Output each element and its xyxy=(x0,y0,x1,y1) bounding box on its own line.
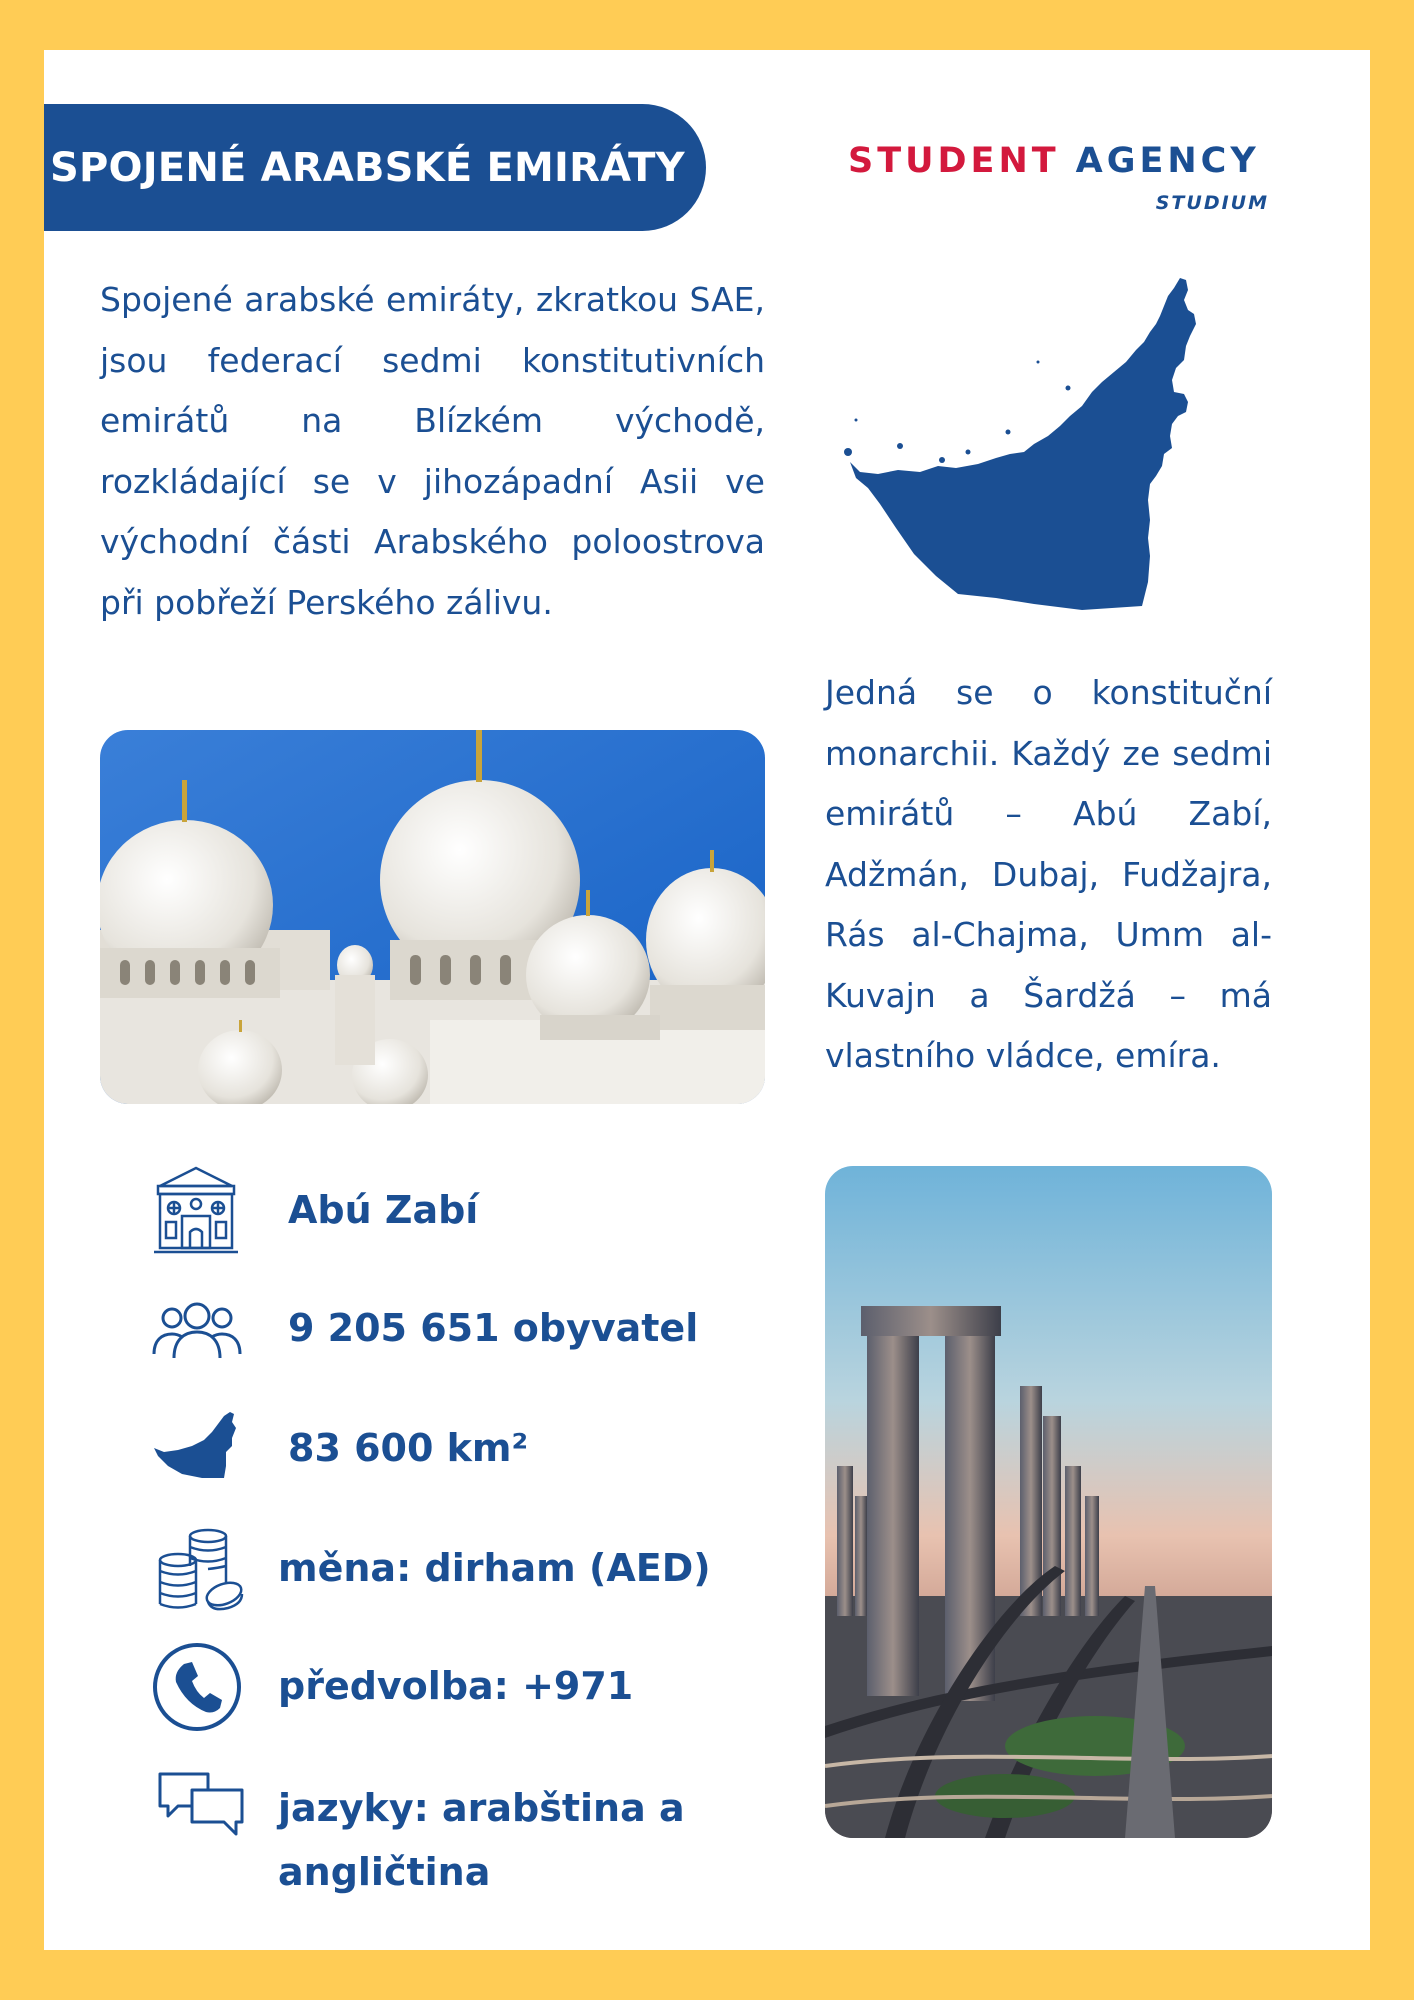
description-paragraph: Jedná se o konstituční monarchii. Každý ze sedmi emirátů – Abú Zabí, Adžmán, Dubaj, Fudžajra, Rás al-Chajma, Umm al-Kuvajn a Šardžá – má vlastního vládce, emíra. xyxy=(825,673,1272,1075)
student-agency-logo xyxy=(832,140,1272,220)
dial-code-text: předvolba: +971 xyxy=(278,1664,634,1708)
page-title: SPOJENÉ ARABSKÉ EMIRÁTY xyxy=(50,144,685,191)
logo-studium-text: STUDIUM xyxy=(1155,192,1269,214)
intro-paragraph: Spojené arabské emiráty, zkratkou SAE, jsou federací sedmi konstitutivních emirátů na Blízkém východě, rozkládající se v jihozápadní Asii ve východní části Arabského poloostrova při pobřeží Perského zálivu. xyxy=(100,280,765,622)
population-text: 9 205 651 obyvatel xyxy=(288,1306,699,1350)
phone-icon xyxy=(152,1642,242,1732)
capital-text: Abú Zabí xyxy=(288,1188,479,1232)
mosque-photo xyxy=(100,730,765,1104)
currency-text: měna: dirham (AED) xyxy=(278,1546,711,1590)
logo-agency-text: AGENCY xyxy=(1075,141,1260,181)
coins-icon xyxy=(156,1526,246,1614)
logo-student-text: STUDENT xyxy=(848,141,1060,181)
languages-text-line2: angličtina xyxy=(278,1850,491,1894)
page-title-banner xyxy=(44,104,706,231)
languages-text-line1: jazyky: arabština a xyxy=(278,1786,685,1830)
people-icon xyxy=(152,1296,242,1362)
uae-map xyxy=(838,276,1258,611)
area-text: 83 600 km² xyxy=(288,1426,529,1470)
uae-map-icon xyxy=(152,1410,240,1480)
dubai-city-photo xyxy=(825,1166,1272,1838)
chat-bubbles-icon xyxy=(156,1770,246,1840)
capitol-building-icon xyxy=(152,1164,240,1258)
